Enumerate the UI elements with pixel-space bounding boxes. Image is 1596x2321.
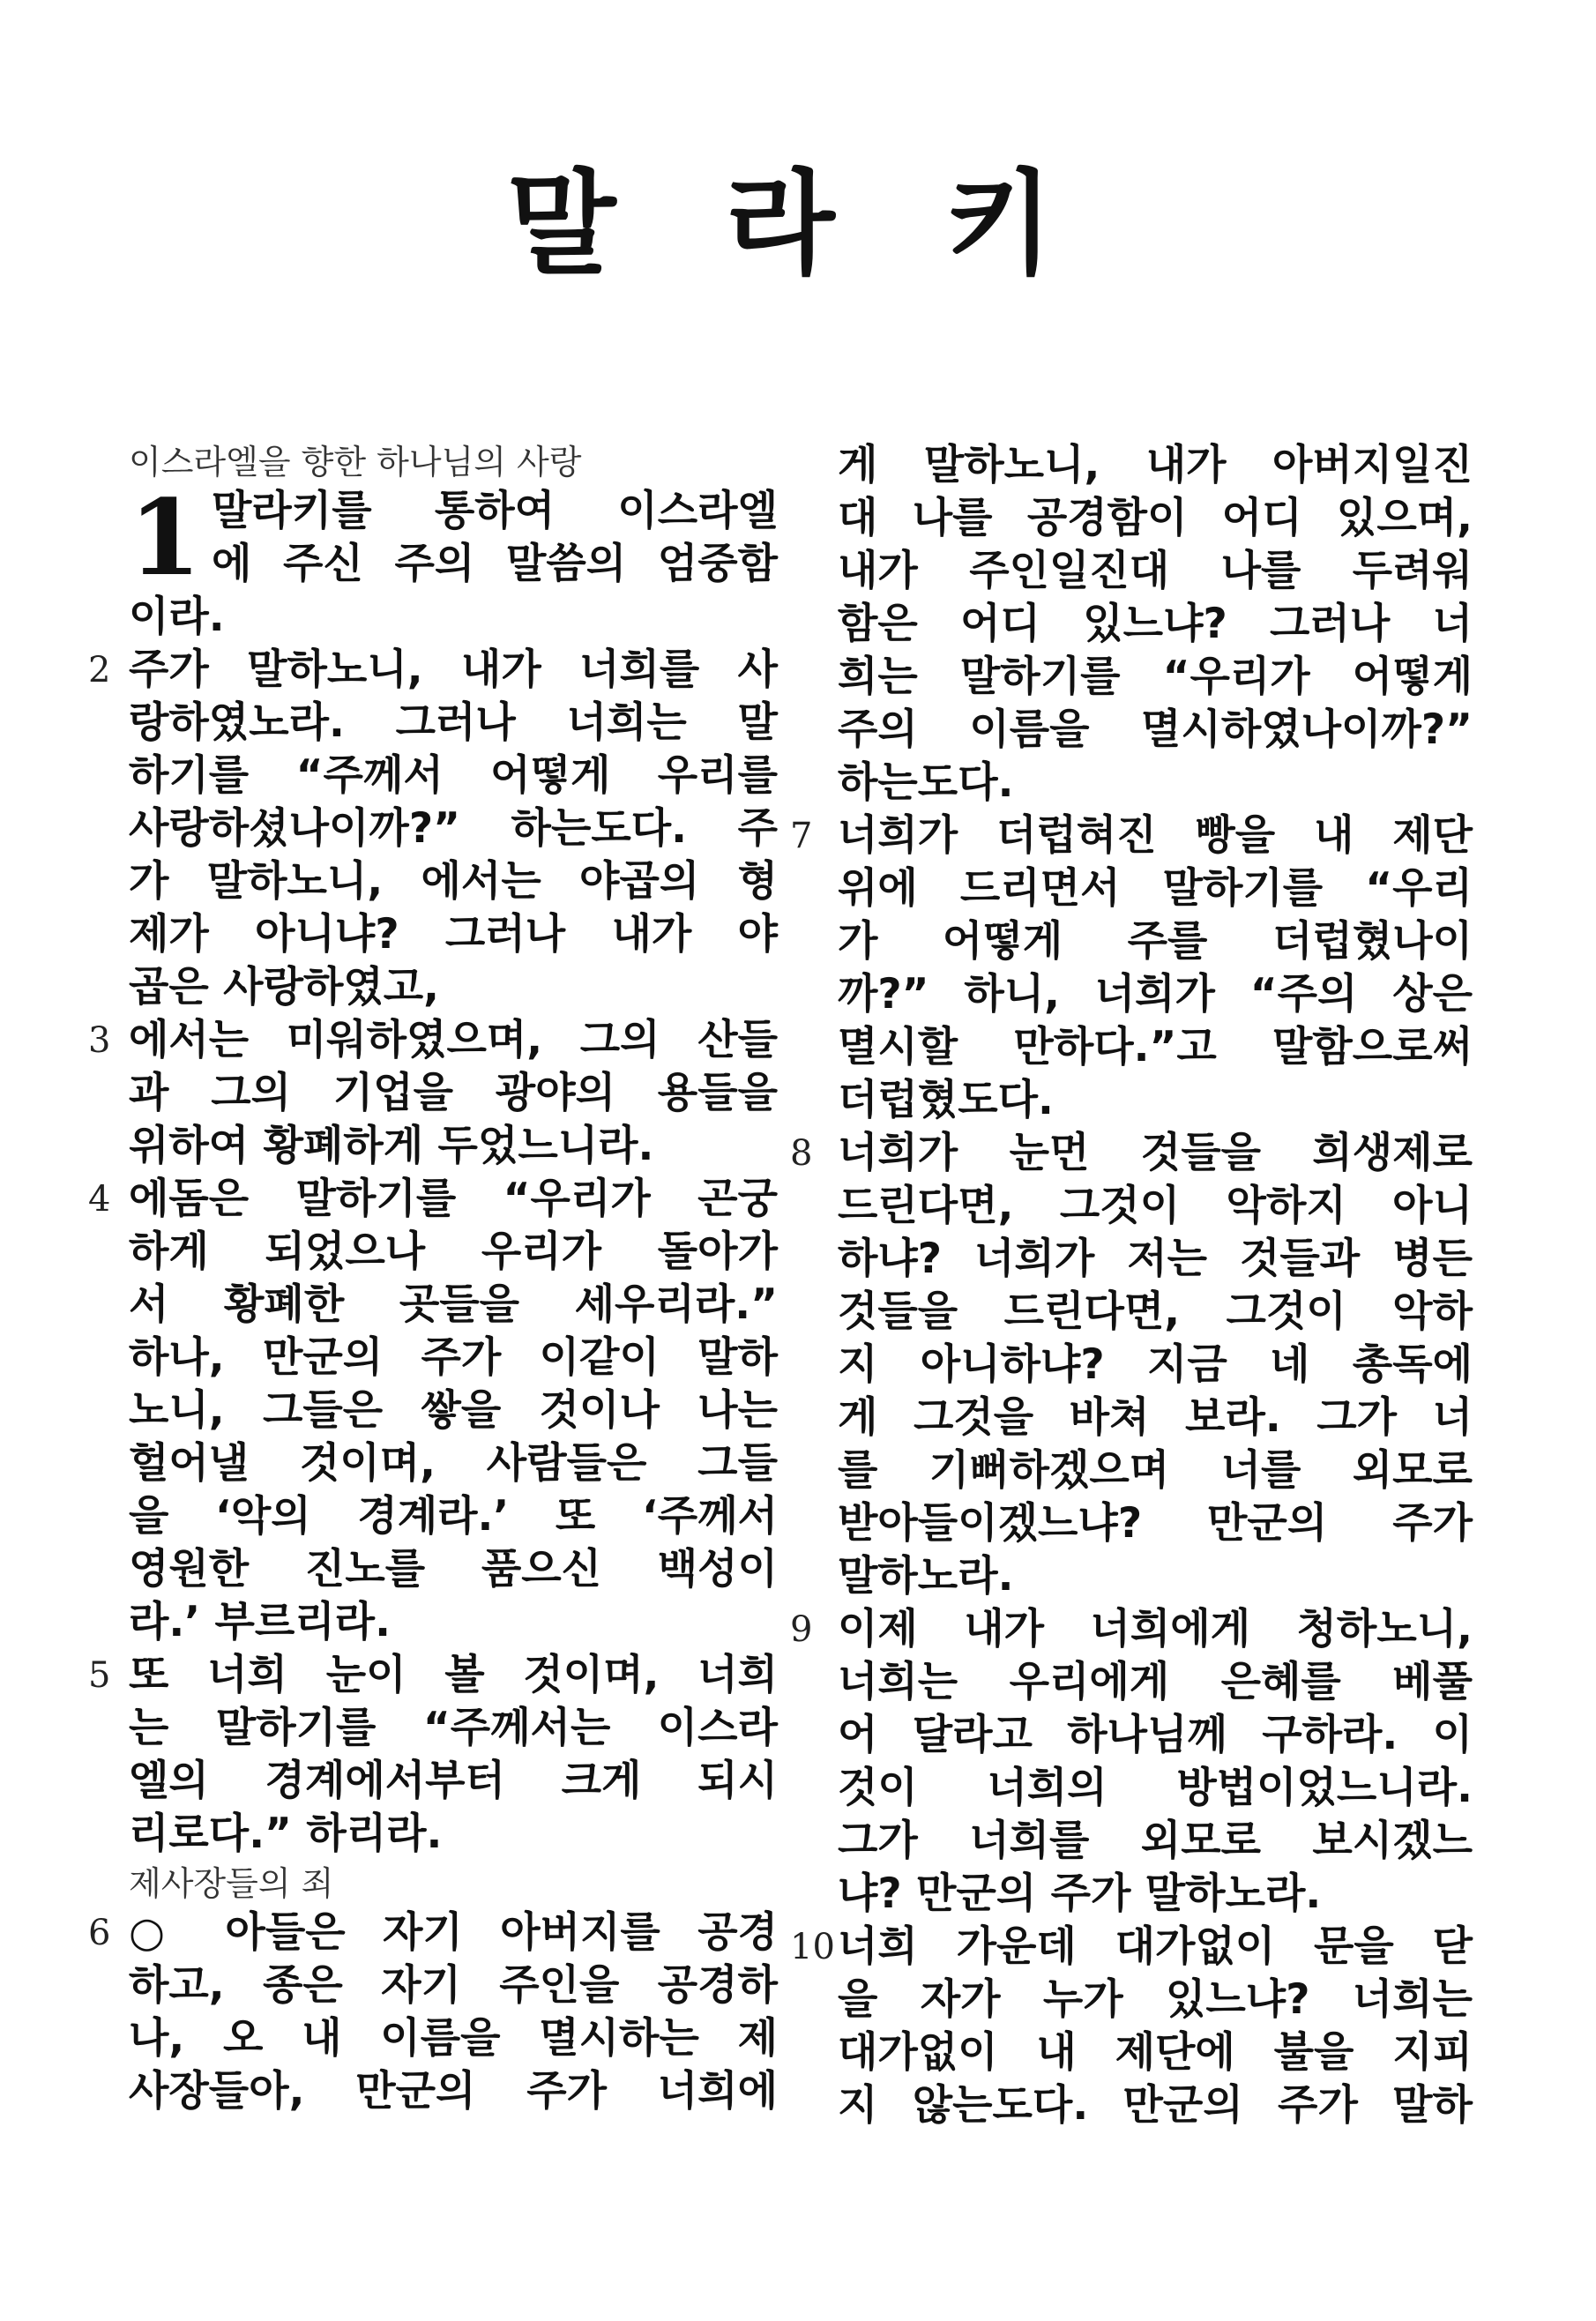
- verse-line: 게 말하노니, 내가 아버지일진: [838, 441, 1473, 489]
- verse-line: 너희가 눈먼 것들을 희생제로: [838, 1129, 1473, 1177]
- verse-line: 또 너희 눈이 볼 것이며, 너희: [129, 1651, 778, 1699]
- verse-line: 라.’ 부르리라.: [129, 1598, 391, 1646]
- verse-line: 나, 오 내 이름을 멸시하는 제: [129, 2014, 778, 2063]
- verse-line: 지 아니하냐? 지금 네 총독에: [838, 1340, 1473, 1389]
- verse-line: 에 주신 주의 말씀의 엄중함: [212, 540, 778, 588]
- verse-line: 게 그것을 바쳐 보라. 그가 너: [838, 1393, 1473, 1442]
- verse-line: 주가 말하노니, 내가 너희를 사: [129, 646, 778, 694]
- verse-line: 엘의 경계에서부터 크게 되시: [129, 1757, 778, 1805]
- verse-line: 서 황폐한 곳들을 세우리라.”: [129, 1280, 778, 1329]
- verse-line: 랑하였노라. 그러나 너희는 말: [129, 698, 778, 747]
- verse-line: 위에 드리면서 말하기를 “우리: [838, 864, 1473, 913]
- verse-line: 너희가 더럽혀진 빵을 내 제단: [838, 811, 1473, 860]
- verse-line: 하게 되었으나 우리가 돌아가: [129, 1228, 778, 1276]
- verse-line: 받아들이겠느냐? 만군의 주가: [838, 1499, 1473, 1548]
- verse-line: 어 달라고 하나님께 구하라. 이: [838, 1711, 1473, 1759]
- verse-line: 냐? 만군의 주가 말하노라.: [838, 1869, 1322, 1918]
- verse-line: 이제 내가 너희에게 청하노니,: [838, 1605, 1473, 1653]
- verse-line: 가 말하노니, 에서는 야곱의 형: [129, 857, 778, 906]
- right-column: [790, 439, 1473, 2132]
- verse-line: 가 어떻게 주를 더럽혔나이: [838, 917, 1473, 966]
- verse-line: 것이 너희의 방법이었느니라.: [838, 1764, 1473, 1812]
- verse-line: 헐어낼 것이며, 사람들은 그들: [129, 1439, 778, 1488]
- verse-line: 지 않는도다. 만군의 주가 말하: [838, 2081, 1473, 2130]
- verse-line: 는 말하기를 “주께서는 이스라: [129, 1704, 778, 1752]
- verse-line: 리로다.” 하리라.: [129, 1810, 443, 1858]
- verse-line: 너희는 우리에게 은혜를 베풀: [838, 1658, 1473, 1706]
- verse-line: 에서는 미워하였으며, 그의 산들: [129, 1016, 778, 1064]
- verse-line: 과 그의 기업을 광야의 용들을: [129, 1069, 778, 1117]
- verse-line: 노니, 그들은 쌓을 것이나 나는: [129, 1386, 778, 1435]
- verse-number: 5: [88, 1655, 111, 1696]
- verse-number: 7: [790, 816, 813, 856]
- verse-line: 멸시할 만하다.”고 말함으로써: [838, 1023, 1473, 1071]
- verse-line: 희는 말하기를 “우리가 어떻게: [838, 653, 1473, 701]
- verse-line: 드린다면, 그것이 악하지 아니: [838, 1182, 1473, 1230]
- verse-line: 하는도다.: [838, 758, 1014, 807]
- verse-number: 8: [790, 1133, 813, 1174]
- verse-line: 위하여 황폐하게 두었느니라.: [129, 1122, 654, 1170]
- verse-line: 너희 가운데 대가없이 문을 닫: [838, 1922, 1473, 1971]
- verse-line: 말라키를 통하여 이스라엘: [212, 487, 778, 535]
- verse-line: 하냐? 너희가 저는 것들과 병든: [838, 1235, 1473, 1283]
- verse-number: 3: [88, 1020, 111, 1061]
- verse-line: 제가 아니냐? 그러나 내가 야: [129, 910, 778, 959]
- verse-line: 영원한 진노를 품으신 백성이: [129, 1545, 778, 1593]
- verse-line: 말하노라.: [838, 1552, 1014, 1601]
- verse-number: 2: [88, 650, 111, 690]
- chapter-number: 1: [129, 476, 202, 599]
- verse-line: 하고, 종은 자기 주인을 공경하: [129, 1961, 778, 2010]
- verse-line: 까?” 하니, 너희가 “주의 상은: [838, 970, 1473, 1019]
- verse-line: 을 자가 누가 있느냐? 너희는: [838, 1975, 1473, 2024]
- verse-line: 하기를 “주께서 어떻게 우리를: [129, 751, 778, 800]
- verse-line: 대 나를 공경함이 어디 있으며,: [838, 494, 1473, 542]
- verse-number: 4: [88, 1179, 111, 1220]
- verse-line: 그가 너희를 외모로 보시겠느: [838, 1817, 1473, 1865]
- book-title: 말 라 키: [506, 158, 1090, 290]
- verse-line: 더럽혔도다.: [838, 1076, 1054, 1124]
- section-heading: 이스라엘을 향한 하나님의 사랑: [129, 443, 582, 481]
- verse-line: 사랑하셨나이까?” 하는도다. 주: [129, 804, 778, 853]
- verse-line: 함은 어디 있느냐? 그러나 너: [838, 600, 1473, 648]
- verse-line: 대가없이 내 제단에 불을 지피: [838, 2028, 1473, 2077]
- verse-line: 내가 주인일진대 나를 두려워: [838, 547, 1473, 595]
- verse-line: 를 기뻐하겠으며 너를 외모로: [838, 1446, 1473, 1495]
- verse-line: 이라.: [129, 593, 225, 641]
- verse-number: 6: [88, 1913, 111, 1953]
- verse-number: 10: [790, 1927, 835, 1967]
- verse-line: 사장들아, 만군의 주가 너희에: [129, 2067, 778, 2116]
- verse-line: ○ 아들은 자기 아버지를 공경: [129, 1908, 778, 1957]
- verse-line: 곱은 사랑하였고,: [129, 963, 440, 1011]
- section-heading: 제사장들의 죄: [129, 1864, 334, 1903]
- verse-line: 에돔은 말하기를 “우리가 곤궁: [129, 1175, 778, 1223]
- verse-line: 을 ‘악의 경계라.’ 또 ‘주께서: [129, 1492, 778, 1541]
- verse-number: 9: [790, 1609, 813, 1650]
- verse-line: 것들을 드린다면, 그것이 악하: [838, 1287, 1473, 1336]
- verse-line: 주의 이름을 멸시하였나이까?”: [838, 705, 1473, 754]
- left-column: [88, 439, 778, 2118]
- verse-line: 하나, 만군의 주가 이같이 말하: [129, 1333, 778, 1382]
